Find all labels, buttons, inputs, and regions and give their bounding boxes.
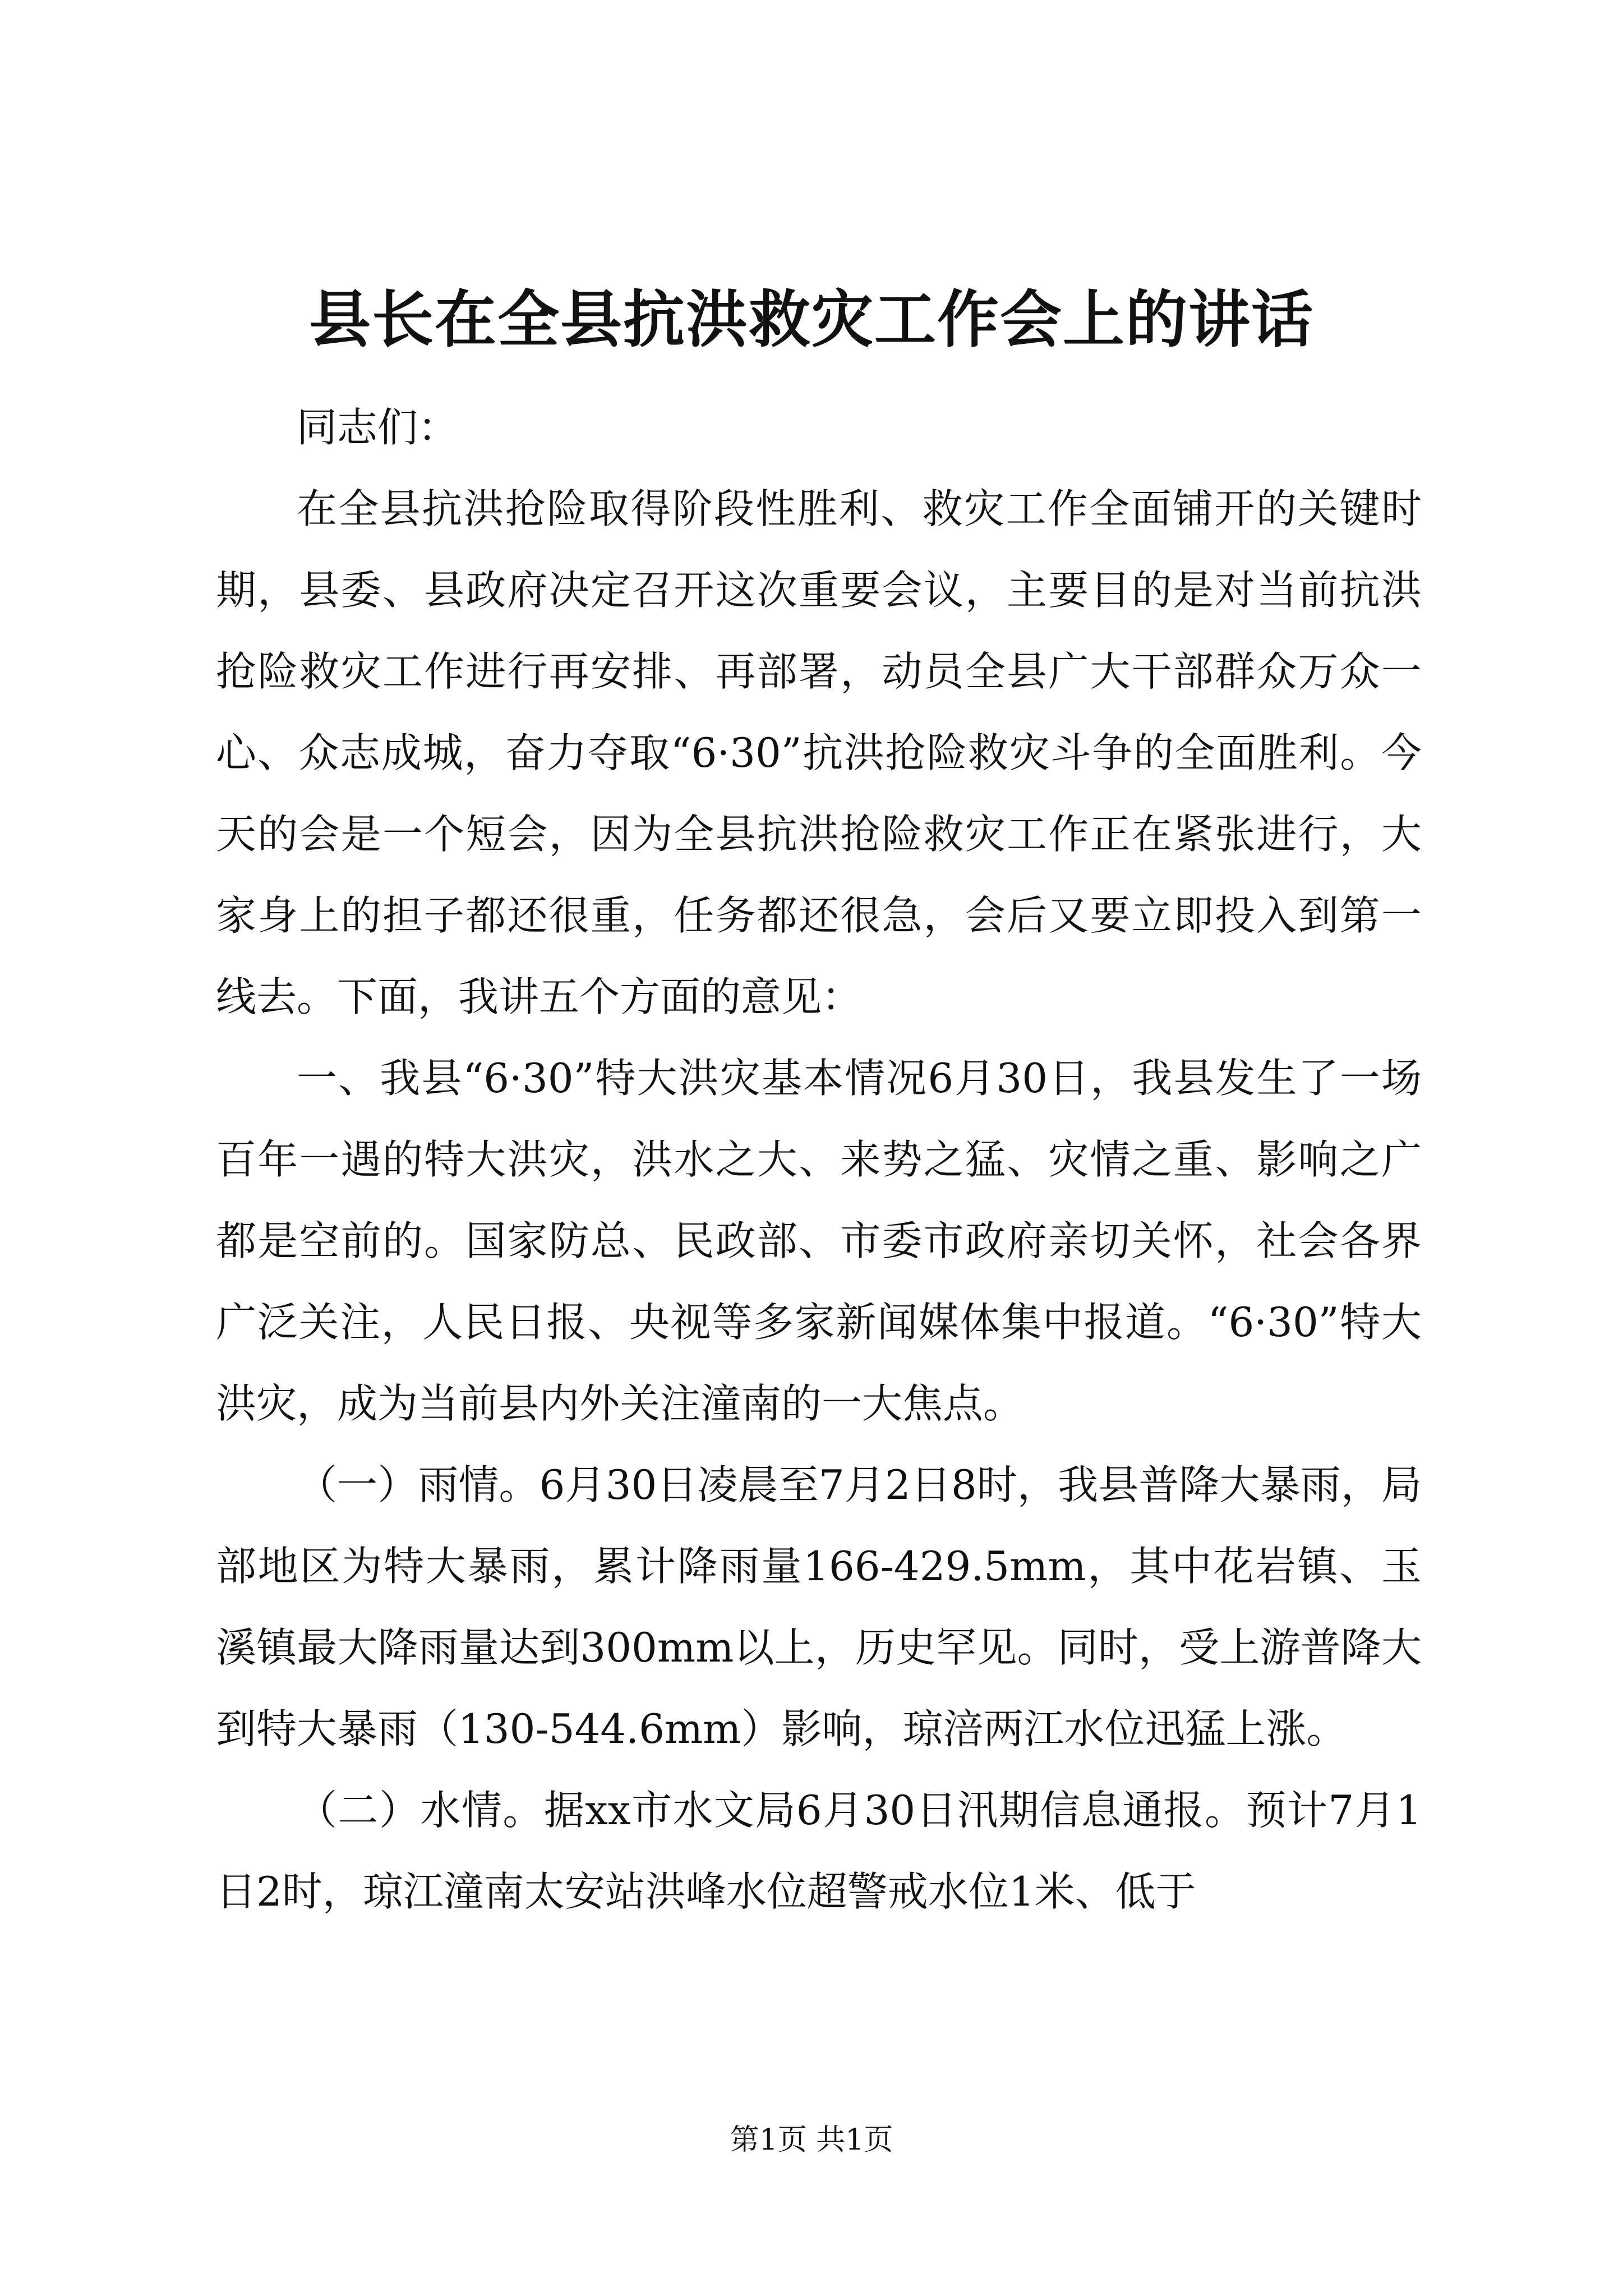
- page-footer: 第1页 共1页: [730, 2123, 893, 2157]
- salutation-paragraph: 同志们：: [297, 404, 459, 451]
- intro-paragraph: 在全县抗洪抢险取得阶段性胜利、救灾工作全面铺开的关键时期，县委、县政府决定召开这次重要会议，主要目的是对当前抗洪抢险救灾工作进行再安排、再部署，动员全县广大干部群众万众一心、众志成城，奋力夺取“6·30”抗洪抢险救灾斗争的全面胜利。今天的会是一个短会，因为全县抗洪抢险救灾工作正在紧张进行，大家身上的担子都还很重，任务都还很急，会后又要立即投入到第一线去。下面，我讲五个方面的意见：: [216, 485, 1422, 1020]
- document-title: 县长在全县抗洪救灾工作会上的讲话: [309, 283, 1314, 356]
- rain-condition-paragraph: （一）雨情。6月30日凌晨至7月2日8时，我县普降大暴雨，局部地区为特大暴雨，累计降雨量166-429.5mm，其中花岩镇、玉溪镇最大降雨量达到300mm以上，历史罕见。同时，受上游普降大到特大暴雨（130-544.6mm）影响，琼涪两江水位迅猛上涨。: [216, 1461, 1422, 1752]
- document-body: [216, 387, 1422, 1932]
- water-condition-paragraph: （二）水情。据xx市水文局6月30日汛期信息通报。预计7月1日2时，琼江潼南太安站洪峰水位超警戒水位1米、低于: [216, 1787, 1422, 1915]
- section-one-paragraph: 一、我县“6·30”特大洪灾基本情况6月30日，我县发生了一场百年一遇的特大洪灾，洪水之大、来势之猛、灾情之重、影响之广都是空前的。国家防总、民政部、市委市政府亲切关怀，社会各界广泛关注，人民日报、央视等多家新闻媒体集中报道。“6·30”特大洪灾，成为当前县内外关注潼南的一大焦点。: [216, 1055, 1422, 1427]
